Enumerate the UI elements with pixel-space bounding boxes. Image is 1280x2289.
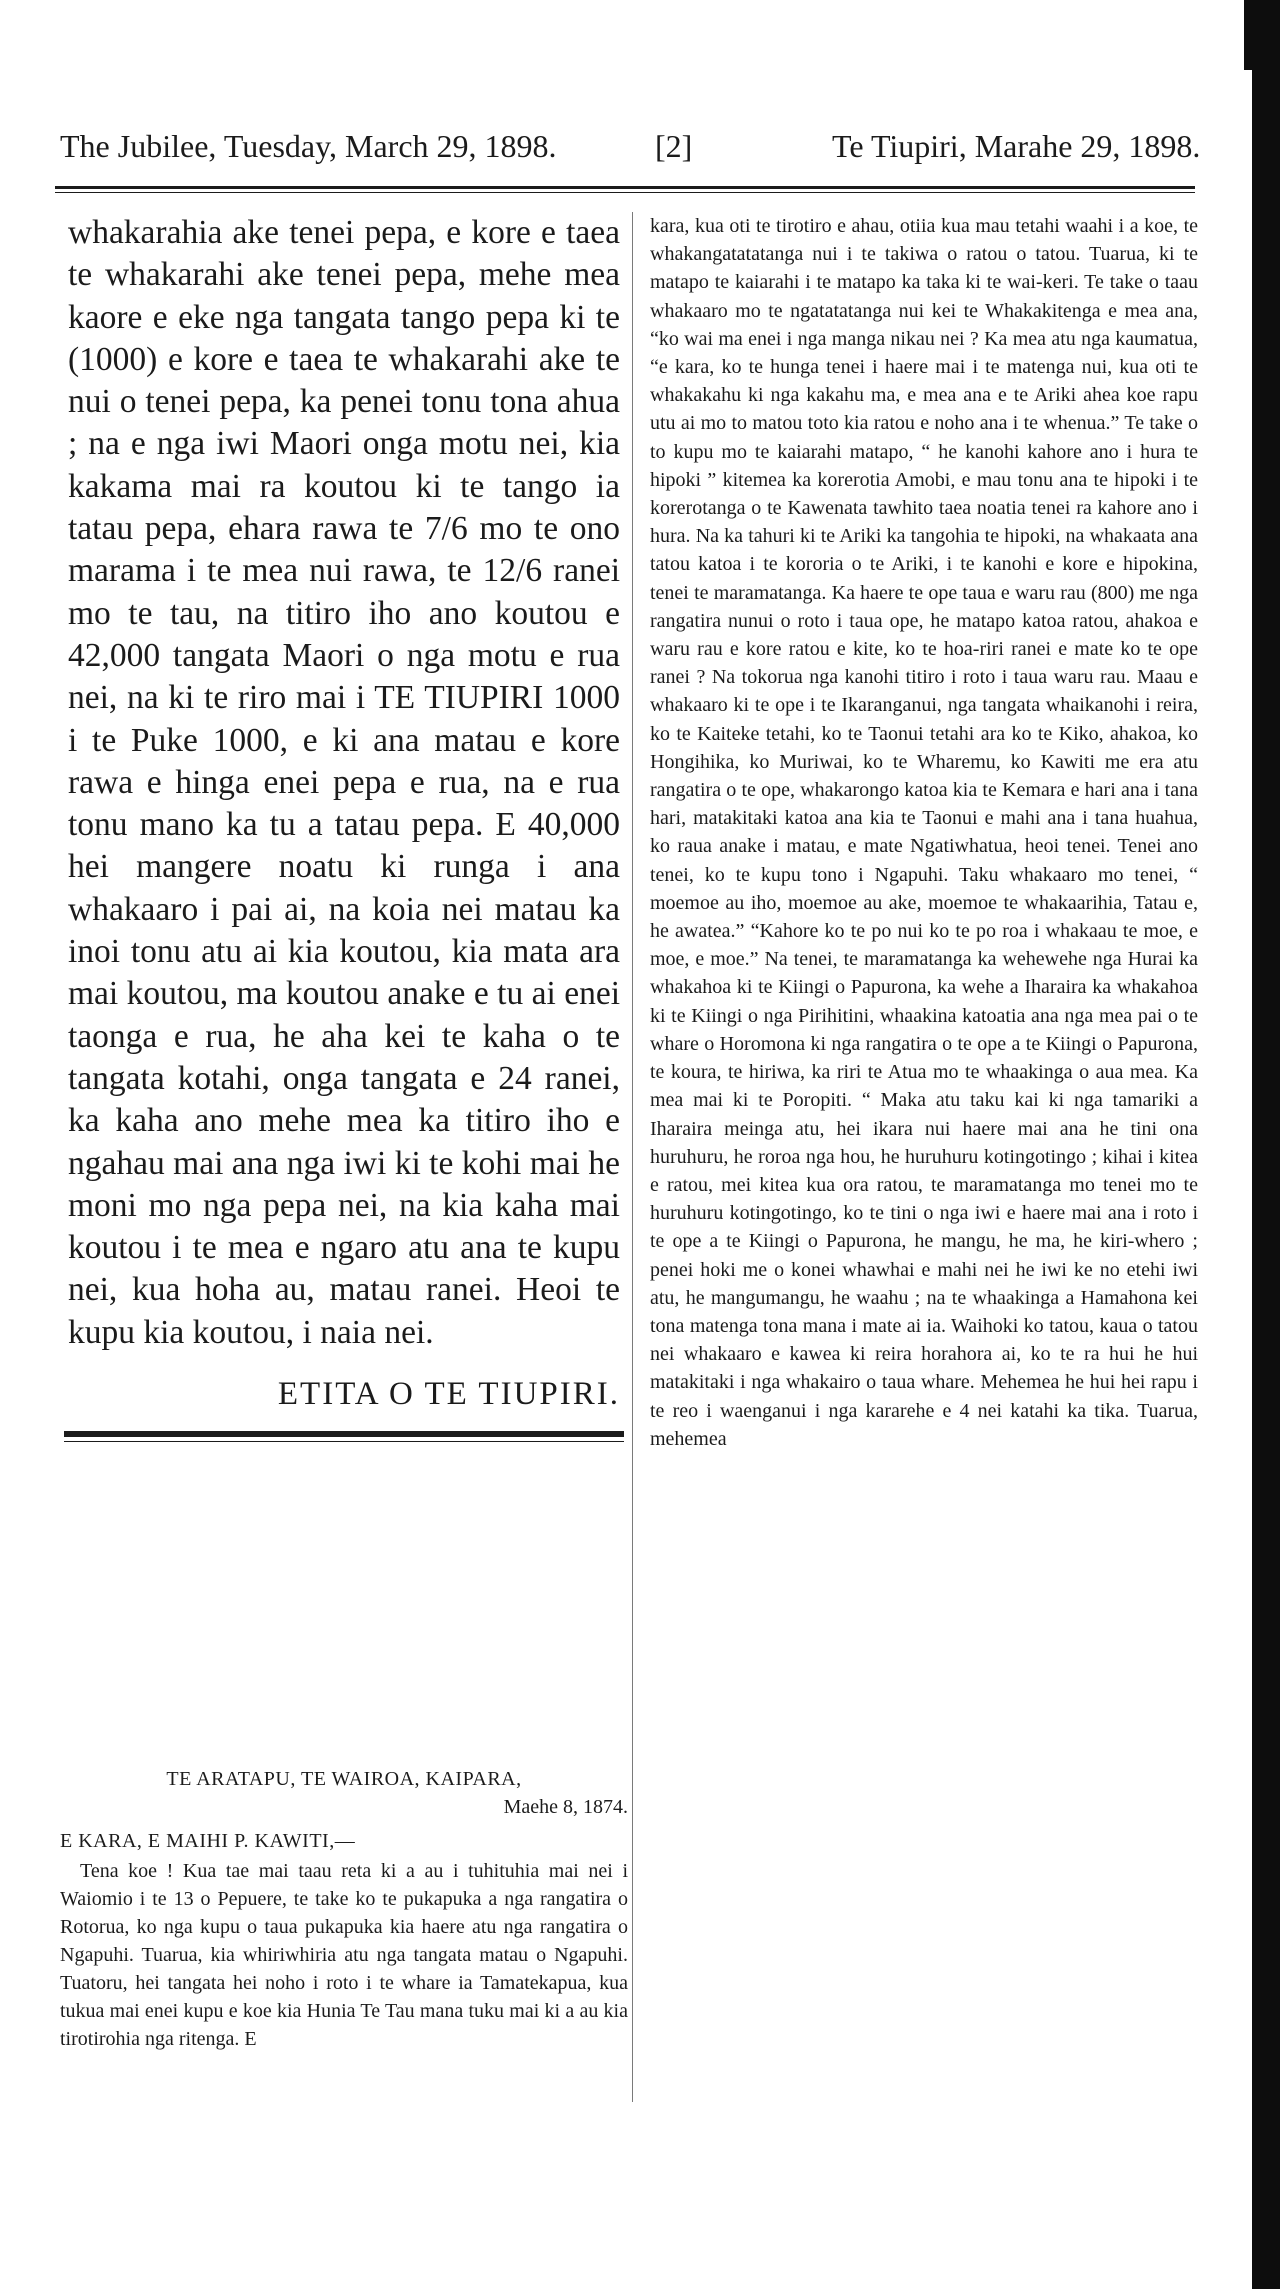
header-rule-thin: [55, 192, 1195, 193]
page-edge-top: [1244, 0, 1258, 70]
header-left: The Jubilee, Tuesday, March 29, 1898.: [60, 128, 557, 164]
page-edge-shadow: [1252, 0, 1280, 2289]
letter-section: [60, 1765, 628, 2053]
letter-date: Maehe 8, 1874.: [503, 1796, 628, 1818]
right-column-body: kara, kua oti te tirotiro e ahau, otiia kua mau tetahi waahi i a koe, te whakangatatatanga nui i te takiwa o ratou o tatou. Tuarua, ki te matapo te kaiarahi i te matapo ka taka ki te wai-keri. Te take o taau whakaaro mo te ngatatatanga nui kei te Whakakitenga e mea ana, “ko wai ma enei i nga manga nikau nei ? Ka mea atu nga kaumatua, “e kara, ko te hunga tenei i haere mai i te matenga nui, kua oti te whakakahu ki nga kakahu ma, e mea ana e te Ariki ahea koe rapu utu ai mo to matou toto kia ratou e noho ana i te whenua.” Te take o to kupu mo te kaiarahi matapo, “ he kanohi kahore ano i hura te hipoki ” kitemea ka korerotia Amobi, e mau tonu ana te hipoki i te korerotanga o te Kawenata tawhito taea noatia tenei ra kahore ano i hura. Na ka tahuri ki te Ariki ka tangohia te hipoki, na whakaata ana tatou katoa i te kororia o te Ariki, i te kanohi e kore e hipokina, tenei te maramatanga. Ka haere te ope taua e waru rau (800) me nga rangatira nunui o roto i taua ope, he matapo katoa ratou, ahakoa e waru rau e kore ratou e kite, ko te hoa-riri ranei e mate ko te ope ranei ? Na tokorua nga kanohi titiro i roto i taua waru rau. Maau e whakaaro ki te ope i te Ikaranganui, nga tangata whaikanohi i reira, ko te Kaiteke tetahi, ko te Taonui tetahi ara ko te Kiko, ahakoa, ko Hongihika, ko Muriwai, ko te Wharemu, ko Kawiti me era atu rangatira o te ope, whakarongo katoa kia te Kemara e hari ana i tana hari, matakitaki katoa ana kia te Taonui e mahi ana i tana huahua, ko raua anake i matau, e mate Ngatiwhatua, heoi tenei. Tenei ano tenei, ko te kupu tono i Ngapuhi. Taku whakaaro mo tenei, “ moemoe au iho, moemoe au ake, moemoe te whakaarihia, Tatau e, he awatea.” “Kahore ko te po nui ko te po roa i whakaau te moe, e moe, e moe.” Na tenei, te maramatanga ka wehewehe nga Hurai ka whakahoa ki te Kiingi o Papurona, ka wehe a Iharaira ka whakahoa ki te Kiingi o nga Pirihitini, whaakina katoatia ana nga mea pai o te whare o Horomona ki nga rangatira o te ope a te Kiingi o Papurona, te koura, te hiriwa, ka riri te Atua mo te whaakinga o aua mea. Ka mea mai ki te Poropiti. “ Maka atu taku kai ki nga tamariki a Iharaira meinga atu, hei ikara nui haere mai ana he tini ona huruhuru, he roroa nga hou, he huruhuru kotingotingo ; kihai i kitea e ratou, mei kitea kua ora ratou, te maramatanga mo tenei mo te huruhuru kotingotingo, ko te tini o nga iwi e haere mai ana i roto i te ope a te Kiingi o Papurona, he mangu, he ma, he kiri-whero ; penei hoki me o konei whawhai e mahi nei he iwi ke no etehi iwi atu, he mangumangu, he waahu ; na te whaakinga a Hamahona kei tona matenga tona mana i mate ai ia. Waihoki ko tatou, kaua o tatou nei whakaaro e kawea ki reira horahora ai, ko te ra hui he hui matakitaki i nga whakairo o taua whare. Mehemea he hui hei rapu i te reo i waenganui i nga kararehe e 4 nei katahi ka tika. Tuarua, mehemea: [650, 215, 1198, 1450]
column-divider: [632, 212, 633, 2102]
header-right: Te Tiupiri, Marahe 29, 1898.: [832, 128, 1201, 164]
letter-body: Tena koe ! Kua tae mai taau reta ki a au i tuhituhia mai nei i Waiomio i te 13 o Pepuere, te take ko te pukapuka a nga rangatira o Rotorua, ko nga kupu o taua pukapuka kia haere atu nga rangatira o Ngapuhi. Tuarua, kia whiriwhiria atu nga tangata matau o Ngapuhi. Tuatoru, hei tangata hei noho i roto i te whare ia Tamatekapua, kua tukua mai enei kupu e koe kia Hunia Te Tau mana tuku mai ki a au kia tirotirohia nga ritenga. E: [60, 1860, 628, 2050]
editorial-column: [68, 212, 620, 1442]
page-number: [2]: [655, 128, 693, 164]
section-rule-thick: [64, 1431, 624, 1437]
header-rule: [55, 186, 1195, 189]
right-column: [650, 212, 1198, 1453]
editorial-body: whakarahia ake tenei pepa, e kore e taea te whakarahi ake tenei pepa, mehe mea kaore e eke nga tangata tango pepa ki te (1000) e kore e taea te whakarahi ake te nui o tenei pepa, ka penei tonu tona ahua ; na e nga iwi Maori onga motu nei, kia kakama mai ra koutou ki te tango ia tatau pepa, ehara rawa te 7/6 mo te ono marama i te mea nui rawa, te 12/6 ranei mo te tau, na titiro iho ano koutou e 42,000 tangata Maori o nga motu e rua nei, na ki te riro mai i TE TIUPIRI 1000 i te Puke 1000, e ki ana matau e kore rawa e hinga enei pepa e rua, na e rua tonu mano ka tu a tatau pepa. E 40,000 hei mangere noatu ki runga i ana whakaaro i pai ai, na koia nei matau ka inoi tonu atu ai kia koutou, kia mata ara mai koutou, ma koutou anake e tu ai enei taonga e rua, he aha kei te kaha o te tangata kotahi, onga tangata e 24 ranei, ka kaha ano mehe mea ka titiro iho e ngahau mai ana nga iwi ki te kohi mai he moni mo nga pepa nei, na kia kaha mai koutou i te mea e ngaro atu ana te kupu nei, kua hoha au, matau ranei. Heoi te kupu kia koutou, i naia nei.: [68, 214, 620, 1351]
editorial-signature: ETITA O TE TIUPIRI.: [277, 1376, 620, 1413]
letter-salutation: E KARA, E MAIHI P. KAWITI,—: [60, 1830, 356, 1852]
letter-place: TE ARATAPU, TE WAIROA, KAIPARA,: [166, 1768, 522, 1790]
section-rule-thin: [64, 1441, 624, 1442]
